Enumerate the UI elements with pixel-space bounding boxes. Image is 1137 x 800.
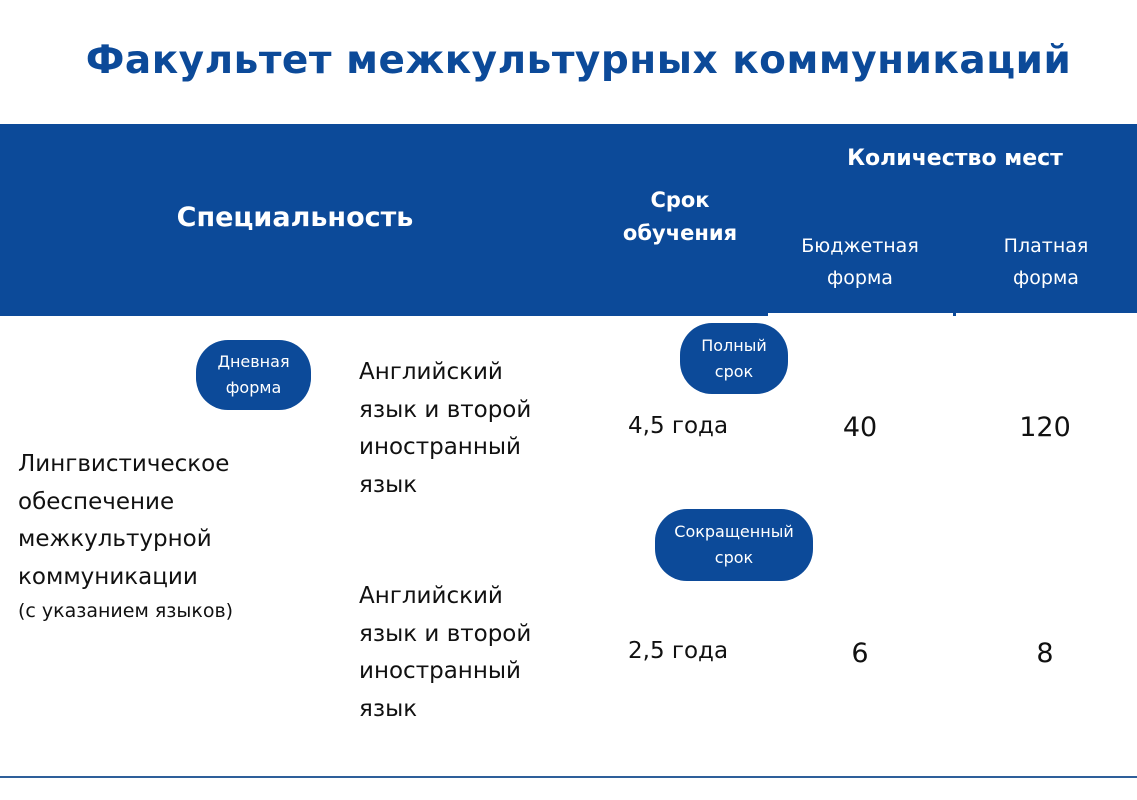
program-line: иностранный: [359, 434, 521, 460]
header-divider: [768, 313, 953, 317]
program-name: [359, 354, 579, 504]
term-type-line: Сокращенный: [674, 522, 794, 541]
specialty-line: обеспечение: [18, 488, 175, 515]
header-budget-line: Бюджетная: [801, 235, 919, 257]
header-budget-form: [780, 230, 940, 294]
budget-places-value: 6: [851, 638, 869, 669]
header-budget-line: форма: [827, 267, 893, 289]
program-line: иностранный: [359, 658, 521, 684]
term-type-line: срок: [714, 548, 754, 567]
header-duration-line: обучения: [622, 221, 738, 245]
header-places: Количество мест: [847, 146, 1063, 171]
program-line: Английский: [359, 583, 503, 609]
specialty-name: [18, 446, 318, 626]
budget-places-value: 40: [842, 412, 878, 443]
specialty-line: Лингвистическое: [18, 451, 230, 477]
page-title: Факультет межкультурных коммуникаций: [85, 38, 1072, 83]
paid-places-value: 120: [1019, 412, 1071, 443]
study-form-line: Дневная: [217, 352, 290, 371]
header-paid-line: форма: [1013, 267, 1079, 289]
term-type-line: срок: [714, 361, 754, 381]
bottom-divider: [0, 776, 1137, 778]
program-line: язык: [359, 471, 418, 498]
term-type-badge-full: [680, 323, 788, 394]
paid-places-value: 8: [1036, 638, 1054, 669]
term-type-line: Полный: [701, 335, 767, 355]
program-line: язык и второй: [359, 396, 532, 423]
header-paid-line: Платная: [1003, 235, 1089, 257]
header-duration-line: Срок: [650, 188, 710, 212]
term-type-badge-short: [655, 509, 813, 581]
program-line: Английский: [359, 359, 503, 385]
study-form-line: форма: [225, 378, 282, 397]
program-line: язык и второй: [359, 620, 532, 647]
header-paid-form: [966, 230, 1126, 294]
specialty-line: межкультурной: [18, 526, 212, 552]
specialty-note: (с указанием языков): [18, 600, 234, 622]
study-form-badge: [196, 340, 311, 410]
duration-value: 2,5 года: [628, 638, 729, 664]
header-divider: [956, 313, 1137, 317]
program-line: язык: [359, 695, 418, 722]
program-name: [359, 578, 579, 728]
header-duration: [600, 184, 760, 250]
header-specialty: Специальность: [176, 202, 414, 233]
specialty-line: коммуникации: [18, 563, 198, 590]
duration-value: 4,5 года: [628, 413, 729, 439]
